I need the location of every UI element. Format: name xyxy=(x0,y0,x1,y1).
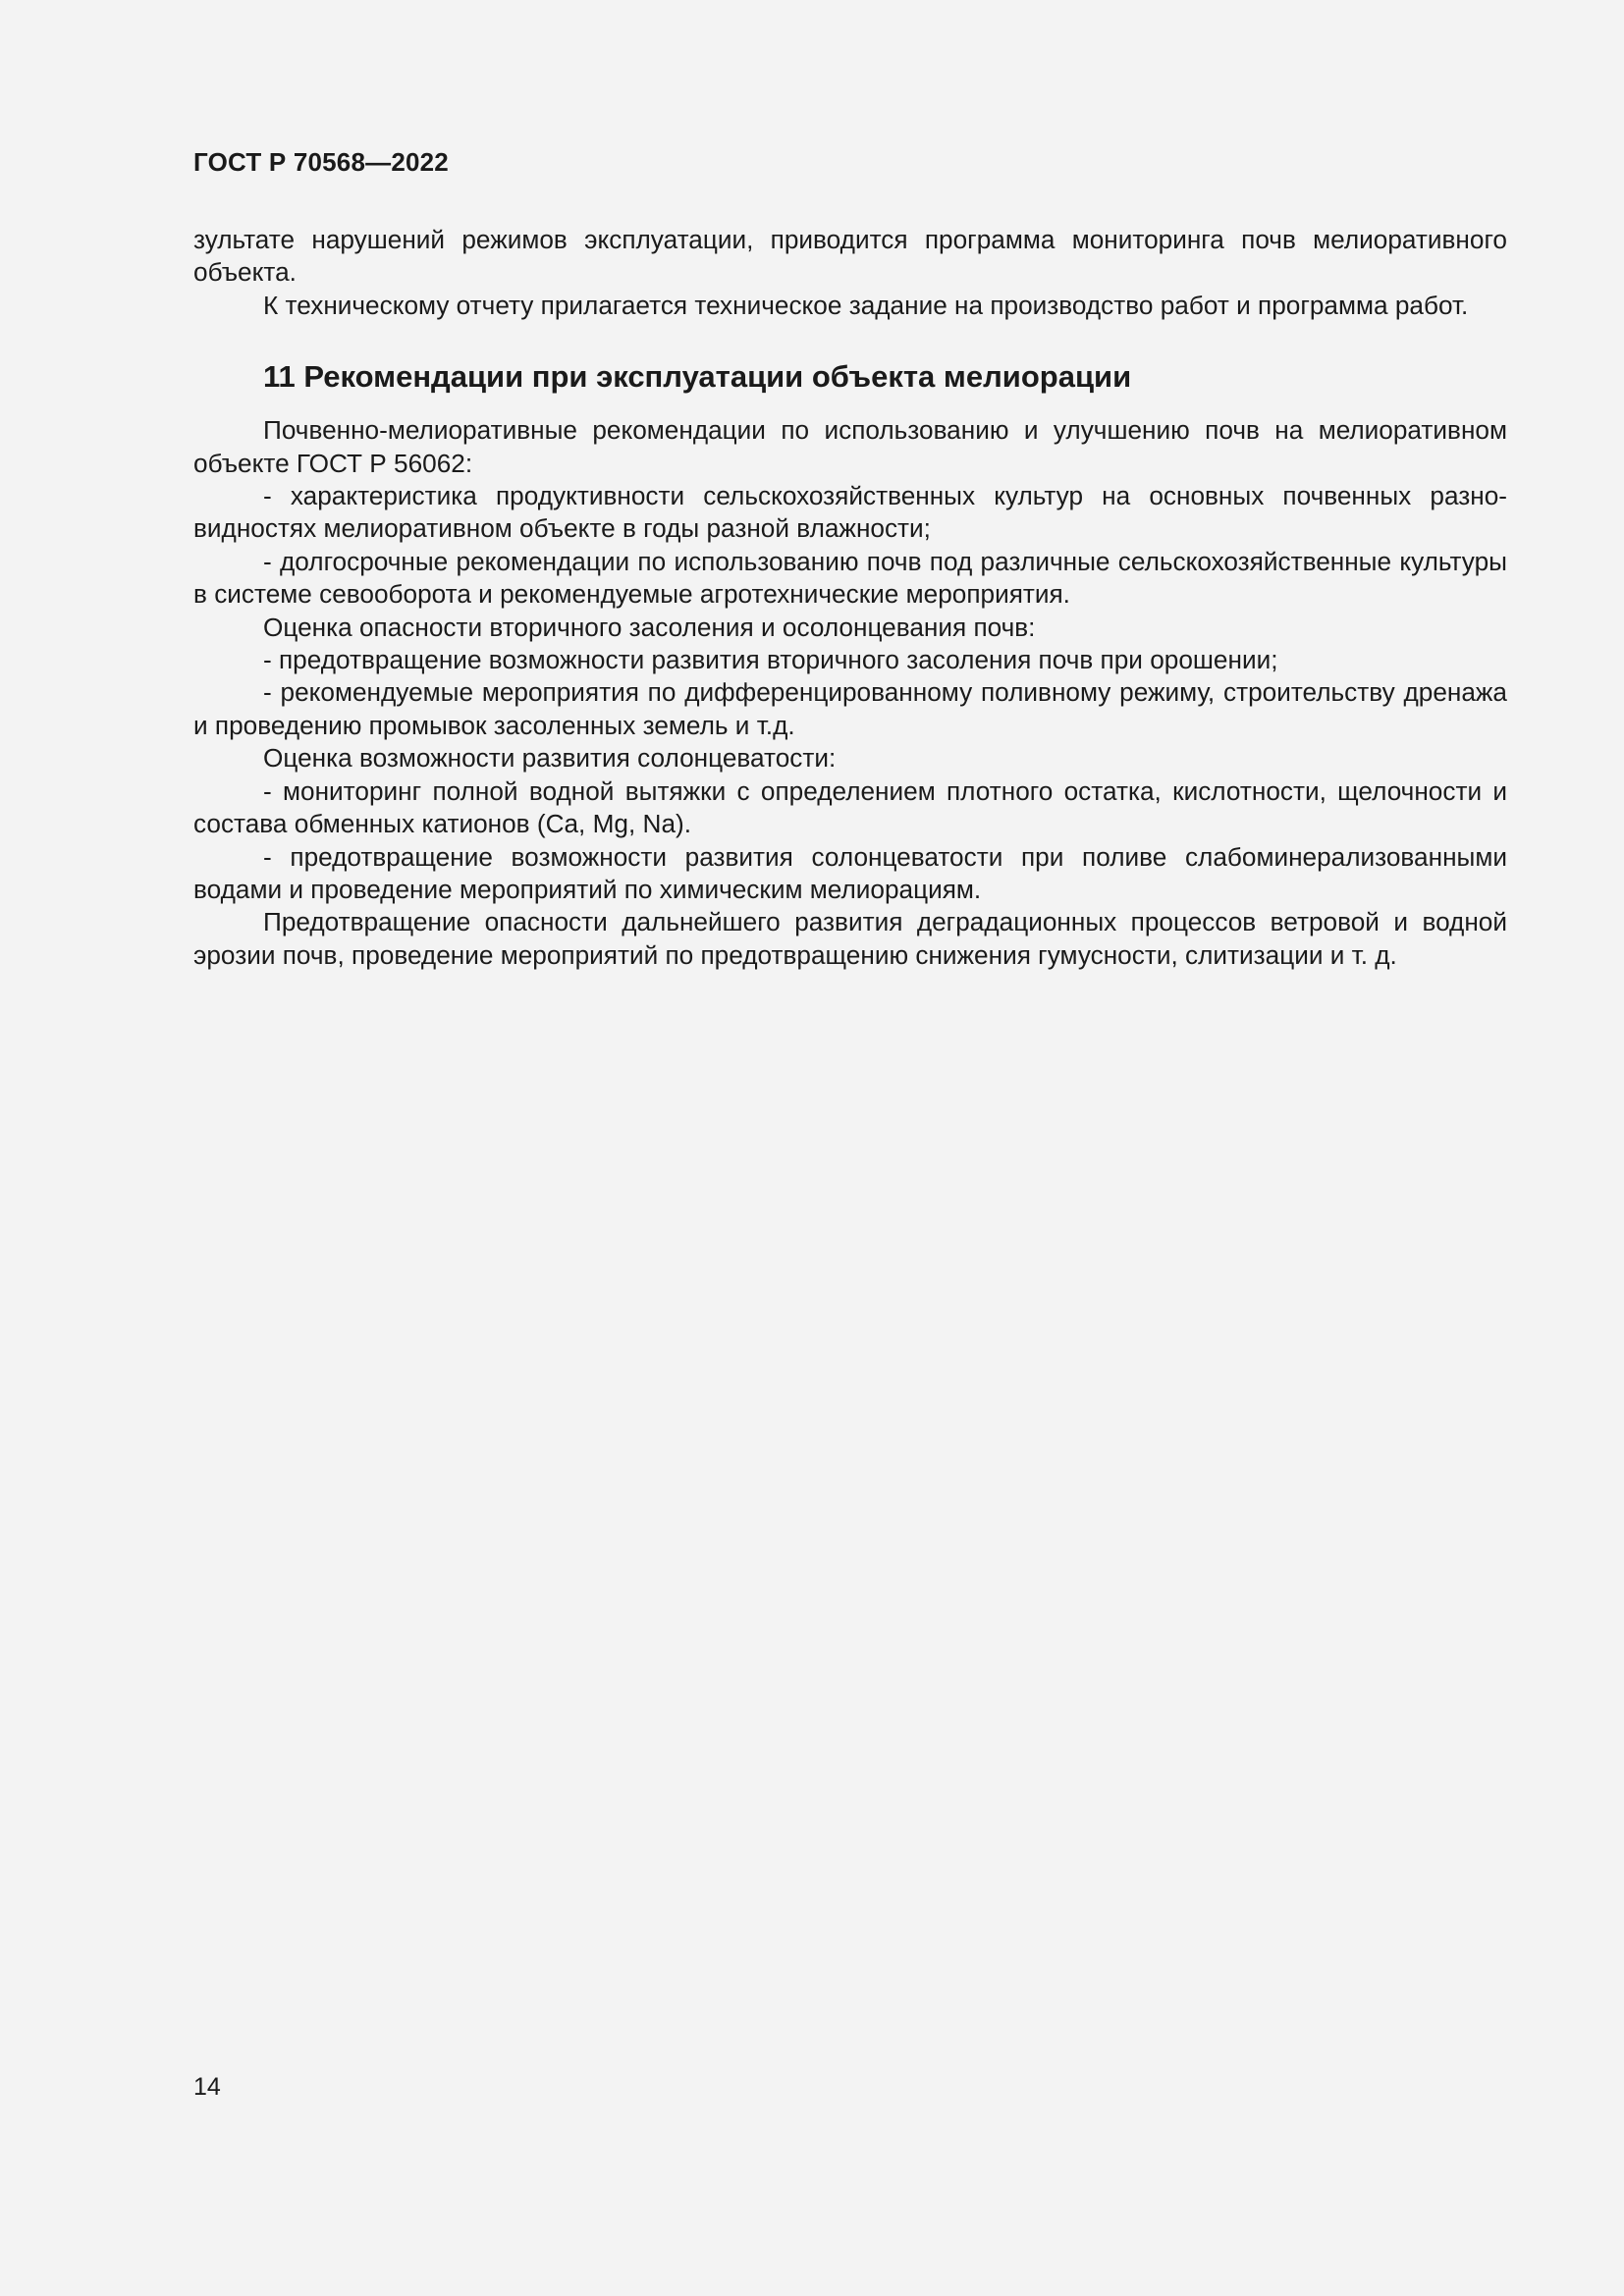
spacer xyxy=(193,397,1507,414)
section-paragraph-solonetz: Оценка возможности развития солонцеватости: xyxy=(263,743,837,774)
list-item-prevent-salinization: - предотвращение возможности развития вторичного засоления почв при орошении; xyxy=(263,645,1278,675)
spacer xyxy=(193,322,1507,357)
list-item-prevent-solonetz: - предотвращение возможности развития солонцеватости при поливе слабоминерализованными водами и проведение мероприятий по химическим мелиорациям. xyxy=(193,841,1507,904)
intro-paragraph-1: зультате нарушений режимов эксплуатации, приводится программа мониторинга почв мелиоративного объекта. xyxy=(193,225,1507,288)
section-paragraph-erosion: Предотвращение опасности дальнейшего развития деградационных процессов ветровой и водной эрозии почв, проведение мероприятий по предотвращению снижения гумусности, слитизации и т. д. xyxy=(193,907,1507,970)
list-item-long-term-recommendations: - долгосрочные рекомендации по использованию почв под различные сельскохозяйственные культуры в системе севооборота и рекомендуемые агротехнические мероприятия. xyxy=(193,546,1507,610)
section-paragraph-1: Почвенно-мелиоративные рекомендации по использованию и улучшению почв на мелиоративном объекте ГОСТ Р 56062: xyxy=(193,415,1507,478)
list-item-monitoring: - мониторинг полной водной вытяжки с определением плотного остатка, кислотности, щелочности и состава обменных катионов (Ca, Mg, Na). xyxy=(193,775,1507,839)
list-item-irrigation-measures: - рекомендуемые мероприятия по дифференцированному поливному режиму, строительству дренажа и проведению промывок засоленных земель и т.д. xyxy=(193,677,1507,740)
intro-paragraph-2: К техническому отчету прилагается техническое задание на производство работ и программа работ. xyxy=(263,290,1469,320)
section-paragraph-salinization: Оценка опасности вторичного засоления и осолонцевания почв: xyxy=(263,612,1036,642)
list-item-productivity: - характеристика продуктивности сельскохозяйственных культур на основных почвенных разно-видностях мелиоративном объекте в годы разной влажности; xyxy=(193,481,1507,544)
page-number: 14 xyxy=(193,2073,221,2101)
document-code-header: ГОСТ Р 70568—2022 xyxy=(193,147,449,177)
section-title: 11 Рекомендации при эксплуатации объекта мелиорации xyxy=(263,359,1132,395)
document-body xyxy=(193,224,1507,972)
